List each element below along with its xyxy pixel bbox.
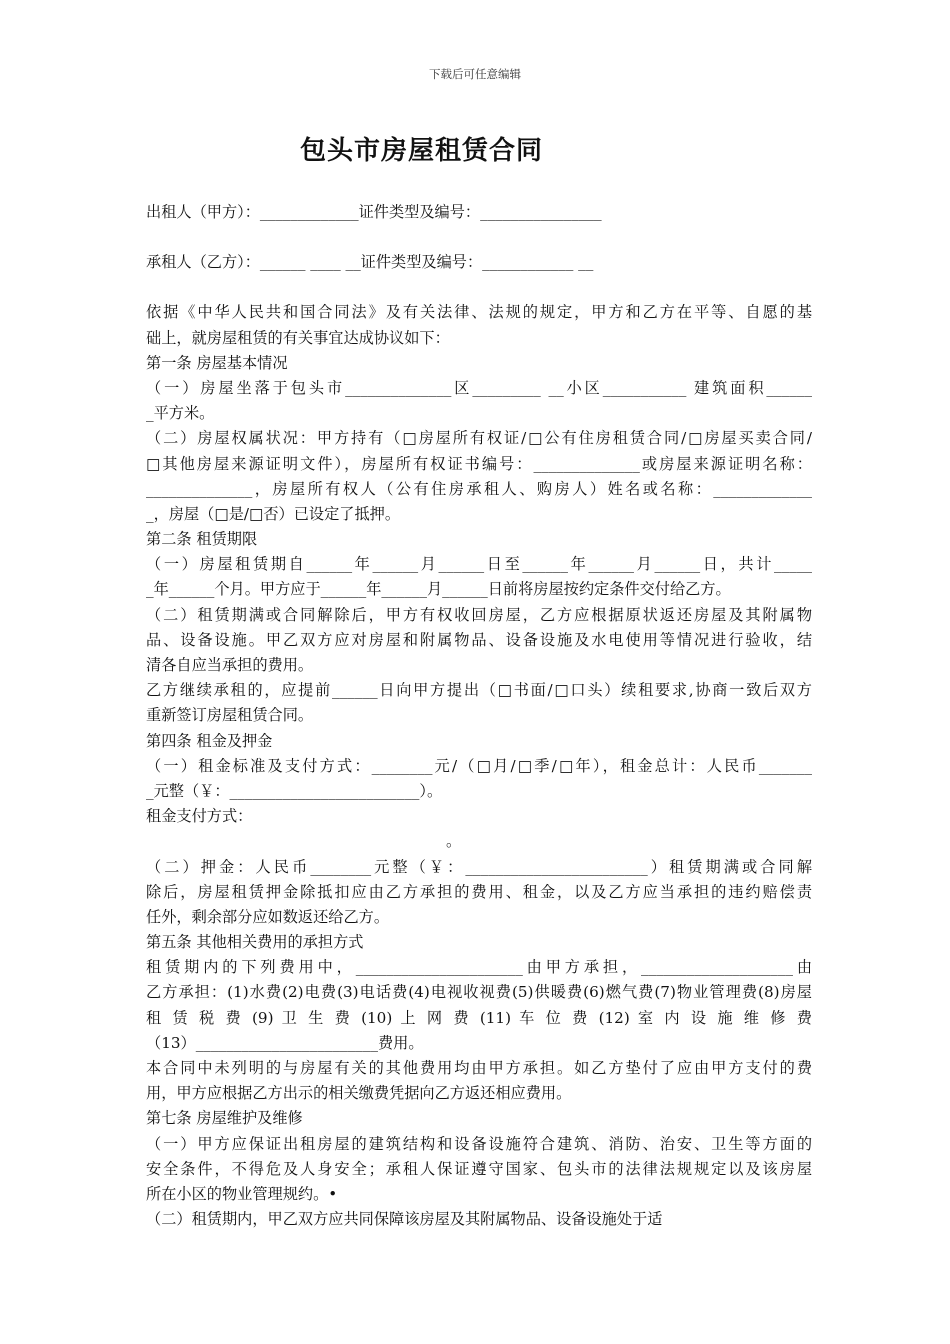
article-2-line-5: 清各自应当承担的费用。	[146, 656, 314, 674]
article-2-heading: 第二条 租赁期限	[146, 530, 258, 549]
article-1-line-4: □其他房屋来源证明文件），房屋所有权证书编号：______________或房屋来源证明名称：	[146, 454, 812, 473]
article-7-line-1: （一）甲方应保证出租房屋的建筑结构和设备设施符合建筑、消防、治安、卫生等方面的	[146, 1134, 812, 1153]
article-1-line-3: （二）房屋权属状况：甲方持有（□房屋所有权证/□公有住房租赁合同/□房屋买卖合同/	[146, 429, 812, 448]
article-1-line-1: （一）房屋坐落于包头市______________区_________ __小区___________ 建筑面积______	[146, 378, 812, 397]
article-5-line-3: 租 赁 税 费 (9) 卫 生 费 (10) 上 网 费 (11) 车 位 费 (12) 室 内 设 施 维 修 费	[146, 1008, 812, 1027]
article-5-line-4: （13）________________________费用。	[146, 1033, 424, 1052]
preamble-line-1: 依据《中华人民共和国合同法》及有关法律、法规的规定，甲方和乙方在平等、自愿的基	[146, 303, 812, 322]
article-2-line-4: 品、设备设施。甲乙双方应对房屋和附属物品、设备设施及水电使用等情况进行验收，结	[146, 630, 812, 649]
article-7-line-3: 所在小区的物业管理规约。•	[146, 1184, 338, 1203]
lessor-line: 出租人（甲方）：_____________证件类型及编号：________________	[146, 203, 602, 221]
article-5-line-5: 本合同中未列明的与房屋有关的其他费用均由甲方承担。如乙方垫付了应由甲方支付的费	[146, 1059, 812, 1077]
article-1-heading: 第一条 房屋基本情况	[146, 353, 288, 372]
article-4-line-7: 任外，剩余部分应如数返还给乙方。	[146, 907, 389, 926]
article-5-heading: 第五条 其他相关费用的承担方式	[146, 933, 364, 952]
article-2-line-6: 乙方继续承租的，应提前______日向甲方提出（□书面/□口头）续租要求,协商一致后双方	[146, 681, 812, 700]
contract-body	[146, 200, 812, 1232]
article-1-line-2: _平方米。	[146, 404, 215, 423]
article-4-line-3: 租金支付方式：	[146, 807, 253, 826]
header-note: 下载后可任意编辑	[429, 67, 521, 81]
article-1-line-5: ______________，房屋所有权人（公有住房承租人、购房人）姓名或名称：_____________	[146, 479, 812, 498]
article-4-line-2: _元整（￥：_________________________）。	[146, 781, 443, 800]
article-2-line-2: _年______个月。甲方应于______年______月______日前将房屋按约定条件交付给乙方。	[146, 580, 731, 599]
lessee-line: 承租人（乙方）：______ ____ __证件类型及编号：____________ __	[146, 253, 594, 272]
article-4-line-4: 。	[446, 832, 462, 851]
preamble-line-2: 础上，就房屋租赁的有关事宜达成协议如下：	[146, 328, 450, 347]
article-2-line-3: （二）租赁期满或合同解除后，甲方有权收回房屋，乙方应根据原状返还房屋及其附属物	[146, 605, 812, 624]
article-4-heading: 第四条 租金及押金	[146, 731, 273, 750]
article-7-heading: 第七条 房屋维护及维修	[146, 1109, 303, 1128]
article-5-line-6: 用，甲方应根据乙方出示的相关缴费凭据向乙方返还相应费用。	[146, 1084, 572, 1103]
article-5-line-1: 租赁期内的下列费用中，______________________由甲方承担，____________________由	[146, 958, 812, 977]
article-4-line-1: （一）租金标准及支付方式：________元/（□月/□季/□年），租金总计：人民币_______	[146, 756, 812, 775]
article-7-line-4: （二）租赁期内，甲乙双方应共同保障该房屋及其附属物品、设备设施处于适	[146, 1210, 663, 1229]
article-2-line-1: （一）房屋租赁期自______年______月______日至______年______月______日，共计_____	[146, 555, 812, 574]
article-5-line-2: 乙方承担：(1)水费(2)电费(3)电话费(4)电视收视费(5)供暖费(6)燃气费(7)物业管理费(8)房屋	[146, 983, 812, 1002]
article-4-line-5: （二）押金：人民币________元整（￥：________________________）租赁期满或合同解	[146, 857, 812, 876]
article-4-line-6: 除后，房屋租赁押金除抵扣应由乙方承担的费用、租金，以及乙方应当承担的违约赔偿责	[146, 882, 812, 901]
document-title: 包头市房屋租赁合同	[300, 136, 544, 166]
article-7-line-2: 安全条件，不得危及人身安全；承租人保证遵守国家、包头市的法律法规规定以及该房屋	[146, 1159, 812, 1178]
article-2-line-7: 重新签订房屋租赁合同。	[146, 706, 314, 725]
article-1-line-6: _，房屋（□是/□否）已设定了抵押。	[146, 504, 401, 523]
